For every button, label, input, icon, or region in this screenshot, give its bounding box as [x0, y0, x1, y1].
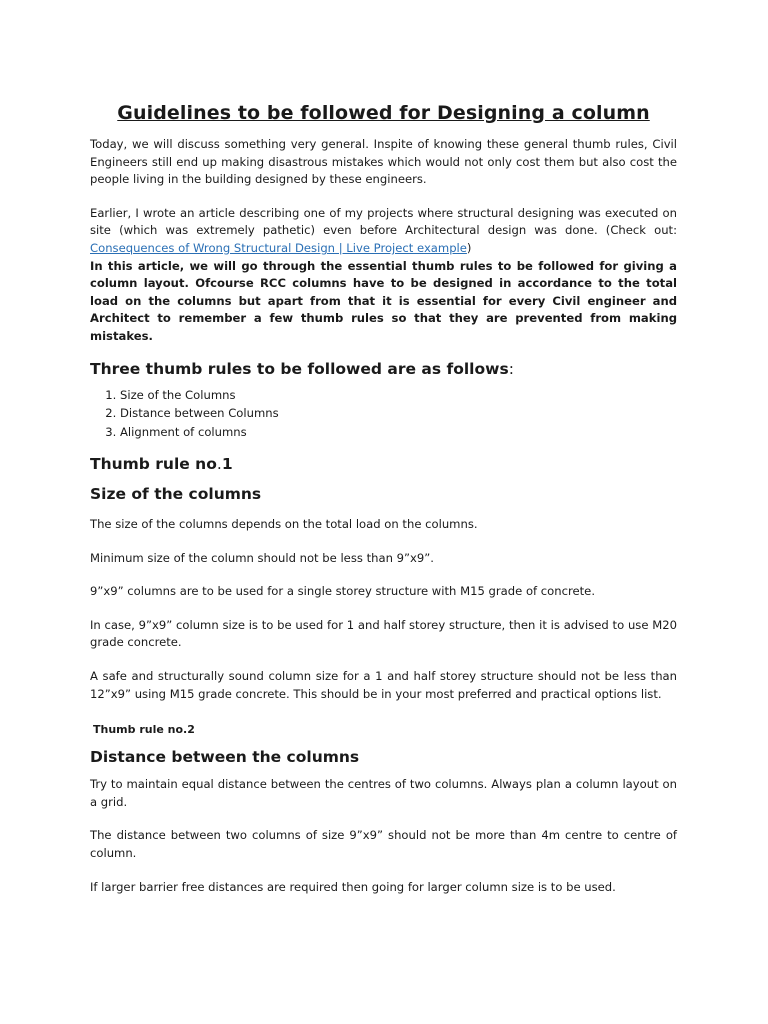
size-heading: Size of the columns — [90, 485, 262, 504]
earlier-close: ) — [466, 240, 472, 255]
size-paragraph: A safe and structurally sound column size for a 1 and half storey structure should not be less than 12”x9” using M15 grade concrete. This should be in your most preferred and practical options list. — [90, 669, 677, 701]
thumb-rule-1-label: Thumb rule no — [90, 455, 217, 474]
earlier-text: Earlier, I wrote an article describing one of my projects where structural designing was executed on site (which was extremely pathetic) even before Architectural design was done. (Check out: — [90, 205, 677, 238]
rules-heading-colon: : — [508, 359, 514, 378]
thumb-rule-2-heading: Thumb rule no.2 — [93, 723, 195, 737]
size-paragraph: The size of the columns depends on the total load on the columns. — [90, 517, 478, 532]
rules-list — [90, 386, 677, 442]
size-paragraph: Minimum size of the column should not be less than 9”x9”. — [90, 550, 434, 565]
size-paragraph: In case, 9”x9” column size is to be used for 1 and half storey structure, then it is advised to use M20 grade concrete. — [90, 617, 677, 650]
rules-heading-text: Three thumb rules to be followed are as follows — [90, 359, 509, 378]
earlier-paragraph — [90, 205, 677, 258]
distance-paragraph: Try to maintain equal distance between the centres of two columns. Always plan a column layout on a grid. — [90, 777, 677, 809]
consequences-article-link[interactable]: Consequences of Wrong Structural Design | Live Project example — [90, 240, 467, 255]
size-paragraph: 9”x9” columns are to be used for a single storey structure with M15 grade of concrete. — [90, 584, 596, 599]
list-item: 2. Distance between Columns — [120, 404, 677, 423]
list-item: 3. Alignment of columns — [120, 423, 677, 442]
thumb-rule-1-dot: . — [216, 455, 222, 474]
intro-paragraph: Today, we will discuss something very general. Inspite of knowing these general thumb rules, Civil Engineers still end up making disastrous mistakes which would not only cost them but also cost the people living in the building designed by these engineers. — [90, 137, 677, 187]
article-body — [90, 100, 677, 896]
thumb-rule-1-heading — [90, 451, 677, 477]
rules-heading — [90, 358, 677, 380]
distance-paragraph: The distance between two columns of size 9”x9” should not be more than 4m centre to centre of column. — [90, 828, 677, 860]
thumb-rule-1-number: 1 — [221, 455, 233, 474]
article-summary-paragraph: In this article, we will go through the essential thumb rules to be followed for giving a column layout. Ofcourse RCC columns have to be designed in accordance to the total load on the columns but apart from that it is essential for every Civil engineer and Architect to remember a few thumb rules so that they are prevented from making mistakes. — [90, 258, 677, 343]
page-title: Guidelines to be followed for Designing a column — [117, 102, 650, 124]
distance-paragraph: If larger barrier free distances are required then going for larger column size is to be used. — [90, 879, 616, 894]
distance-heading: Distance between the columns — [90, 748, 360, 767]
list-item: 1. Size of the Columns — [120, 386, 677, 405]
